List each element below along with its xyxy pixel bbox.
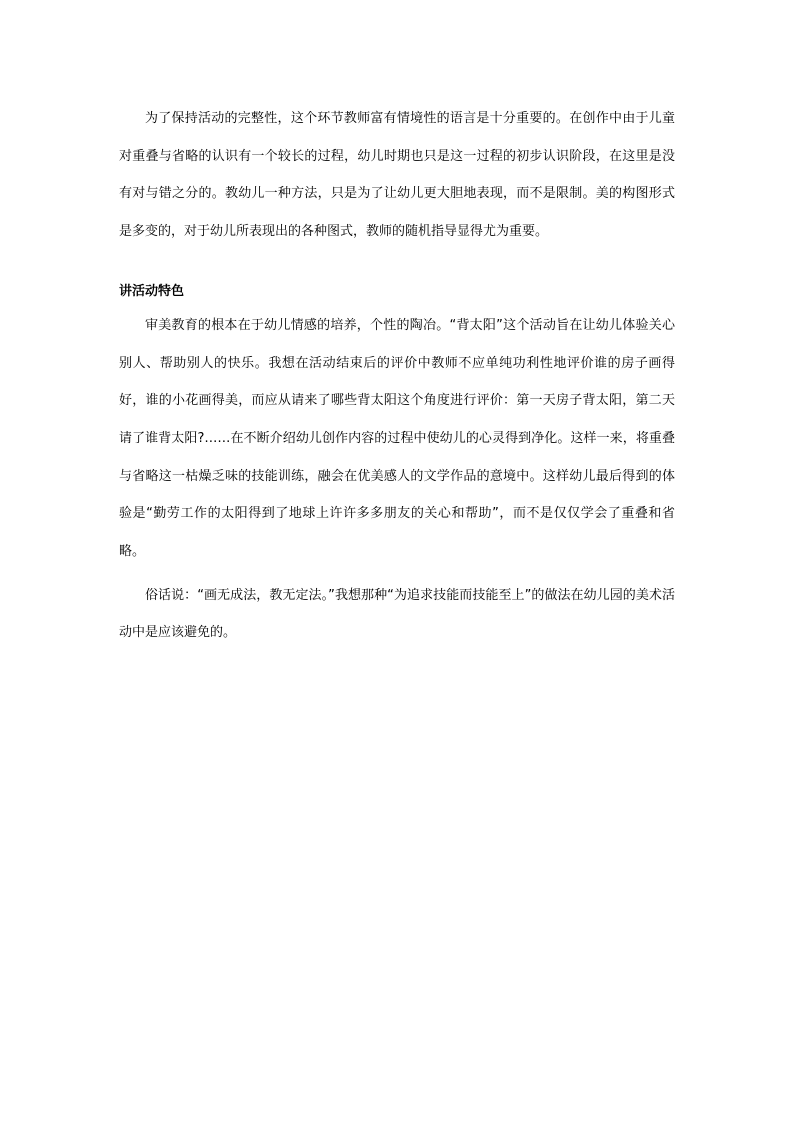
paragraph-teacher-language: 为了保持活动的完整性，这个环节教师富有情境性的语言是十分重要的。在创作中由于儿童对重叠与省略的认识有一个较长的过程，幼儿时期也只是这一过程的初步认识阶段，在这里是没有对与错之分的。教幼儿一种方法，只是为了让幼儿更大胆地表现，而不是限制。美的构图形式是多变的，对于幼儿所表现出的各种图式，教师的随机指导显得尤为重要。: [119, 111, 675, 240]
section-heading-activity-features: 讲活动特色: [119, 283, 185, 299]
paragraph-proverb: 俗话说：“画无成法，教无定法。”我想那种“为追求技能而技能至上”的做法在幼儿园的美术活动中是应该避免的。: [119, 587, 675, 641]
document-body: [119, 100, 675, 652]
paragraph-aesthetic-education: 审美教育的根本在于幼儿情感的培养，个性的陶冶。“背太阳”这个活动旨在让幼儿体验关心别人、帮助别人的快乐。我想在活动结束后的评价中教师不应单纯功利性地评价谁的房子画得好，谁的小花画得美，而应从请来了哪些背太阳这个角度进行评价：第一天房子背太阳，第二天请了谁背太阳?……在不断介绍幼儿创作内容的过程中使幼儿的心灵得到净化。这样一来，将重叠与省略这一枯燥乏味的技能训练，融会在优美感人的文学作品的意境中。这样幼儿最后得到的体验是“勤劳工作的太阳得到了地球上许许多多朋友的关心和帮助”，而不是仅仅学会了重叠和省略。: [119, 317, 675, 560]
